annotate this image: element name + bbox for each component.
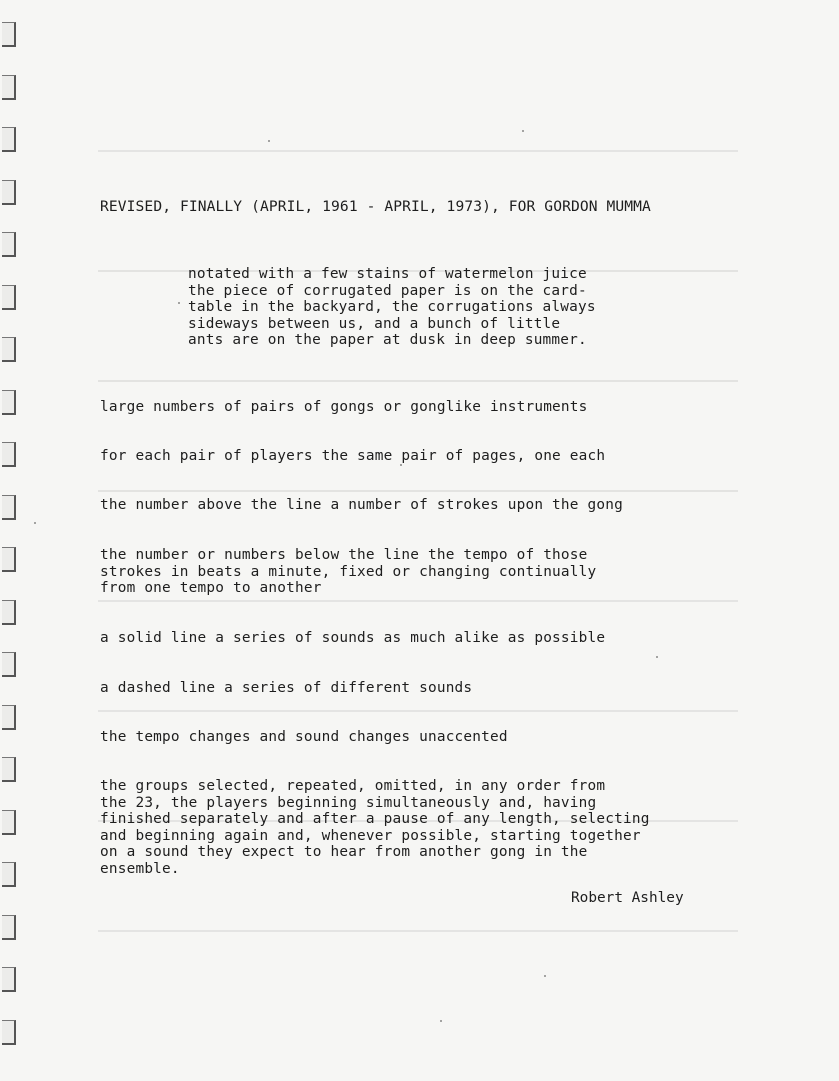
instruction-line: from one tempo to another xyxy=(100,580,322,596)
intro-line: sideways between us, and a bunch of little xyxy=(188,315,561,332)
binding-hole xyxy=(2,390,16,415)
binding-hole xyxy=(2,75,16,100)
binding-hole xyxy=(2,705,16,730)
binding-hole xyxy=(2,180,16,205)
instruction-line: a solid line a series of sounds as much alike as possible xyxy=(100,630,606,646)
binding-hole xyxy=(2,22,16,47)
binding-hole xyxy=(2,1020,16,1045)
instruction-line: the tempo changes and sound changes unaccented xyxy=(100,729,508,745)
binding-hole xyxy=(2,337,16,362)
binding-hole xyxy=(2,967,16,992)
author-signature: Robert Ashley xyxy=(571,890,684,906)
binding-hole xyxy=(2,915,16,940)
instruction-line: the number or numbers below the line the tempo of those xyxy=(100,547,588,563)
binding-hole xyxy=(2,600,16,625)
instruction-line: finished separately and after a pause of any length, selecting xyxy=(100,811,650,827)
instruction-line: and beginning again and, whenever possible, starting together xyxy=(100,827,641,844)
binding-hole xyxy=(2,127,16,152)
instruction-line: the groups selected, repeated, omitted, in any order from xyxy=(100,778,606,794)
binding-hole xyxy=(2,862,16,887)
binding-hole xyxy=(2,495,16,520)
binding-hole xyxy=(2,442,16,467)
binding-hole xyxy=(2,652,16,677)
instruction-line: a dashed line a series of different sounds xyxy=(100,680,473,696)
instruction-line: on a sound they expect to hear from another gong in the xyxy=(100,844,588,860)
binding-hole xyxy=(2,232,16,257)
binding-hole xyxy=(2,810,16,835)
binding-hole xyxy=(2,757,16,782)
intro-line: ants are on the paper at dusk in deep summer. xyxy=(188,332,587,348)
instruction-line: strokes in beats a minute, fixed or changing continually xyxy=(100,563,597,580)
instruction-line: large numbers of pairs of gongs or gonglike instruments xyxy=(100,399,588,415)
instruction-line: for each pair of players the same pair of pages, one each xyxy=(100,448,606,464)
instruction-line: the number above the line a number of strokes upon the gong xyxy=(100,497,623,513)
intro-line: table in the backyard, the corrugations always xyxy=(188,299,596,315)
spiral-binding xyxy=(0,0,22,1081)
intro-line: the piece of corrugated paper is on the card- xyxy=(188,282,587,299)
page-title: REVISED, FINALLY (APRIL, 1961 - APRIL, 1973), FOR GORDON MUMMA xyxy=(100,198,651,215)
binding-hole xyxy=(2,285,16,310)
instruction-line: the 23, the players beginning simultaneously and, having xyxy=(100,794,597,811)
intro-line: notated with a few stains of watermelon juice xyxy=(188,266,587,282)
instruction-line: ensemble. xyxy=(100,860,180,877)
binding-hole xyxy=(2,547,16,572)
